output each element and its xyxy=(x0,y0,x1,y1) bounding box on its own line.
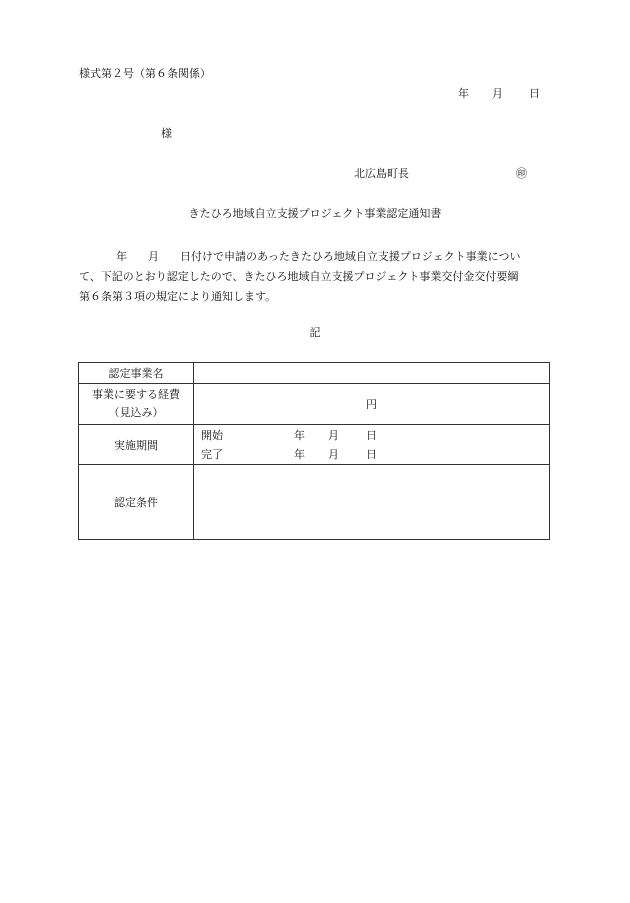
period-end-month: 月 xyxy=(328,447,339,461)
project-name-label: 認定事業名 xyxy=(79,363,194,384)
ki-heading: 記 xyxy=(309,326,321,339)
table-row xyxy=(79,363,550,384)
table-row xyxy=(79,384,550,425)
table-row xyxy=(79,425,550,465)
body-year: 年 xyxy=(116,250,127,263)
date-year: 年 xyxy=(458,87,469,100)
period-start-label: 開始 xyxy=(201,428,223,442)
addressee-suffix: 様 xyxy=(161,127,172,140)
certification-table xyxy=(78,362,550,540)
form-number: 様式第２号（第６条関係） xyxy=(79,67,211,80)
period-start-day: 日 xyxy=(366,428,377,442)
date-day: 日 xyxy=(529,87,540,100)
seal-mark: ㊞ xyxy=(516,167,527,180)
cost-unit: 円 xyxy=(366,398,377,411)
body-line-1 xyxy=(79,247,549,267)
date-month: 月 xyxy=(492,87,503,100)
cost-label: 事業に要する経費 xyxy=(92,388,180,401)
period-start-year: 年 xyxy=(294,428,305,442)
body-month: 月 xyxy=(148,250,159,263)
body-line-3: 第６条第３項の規定により通知します。 xyxy=(79,290,277,303)
period-end-day: 日 xyxy=(366,447,377,461)
period-start-month: 月 xyxy=(328,428,339,442)
sender-name: 北広島町長 xyxy=(354,167,409,180)
period-start-line xyxy=(194,426,549,445)
cost-value-cell xyxy=(194,384,550,425)
body-line-2: て、下記のとおり認定したので、きたひろ地域自立支援プロジェクト事業交付金交付要綱 xyxy=(79,270,519,283)
period-label: 実施期間 xyxy=(79,425,194,465)
period-cell xyxy=(194,425,550,465)
cost-label-estimate: （見込み） xyxy=(108,406,164,419)
document-title: きたひろ地域自立支援プロジェクト事業認定通知書 xyxy=(188,207,442,220)
conditions-label: 認定条件 xyxy=(79,465,194,540)
conditions-cell xyxy=(194,465,550,540)
period-end-label: 完了 xyxy=(201,447,223,461)
cost-label-cell xyxy=(79,384,194,425)
project-name-cell xyxy=(194,363,550,384)
body-line-1-rest: 日付けで申請のあったきたひろ地域自立支援プロジェクト事業につい xyxy=(180,250,521,263)
period-end-year: 年 xyxy=(294,447,305,461)
period-end-line xyxy=(194,445,549,464)
table-row xyxy=(79,465,550,540)
body-paragraph xyxy=(79,247,549,307)
